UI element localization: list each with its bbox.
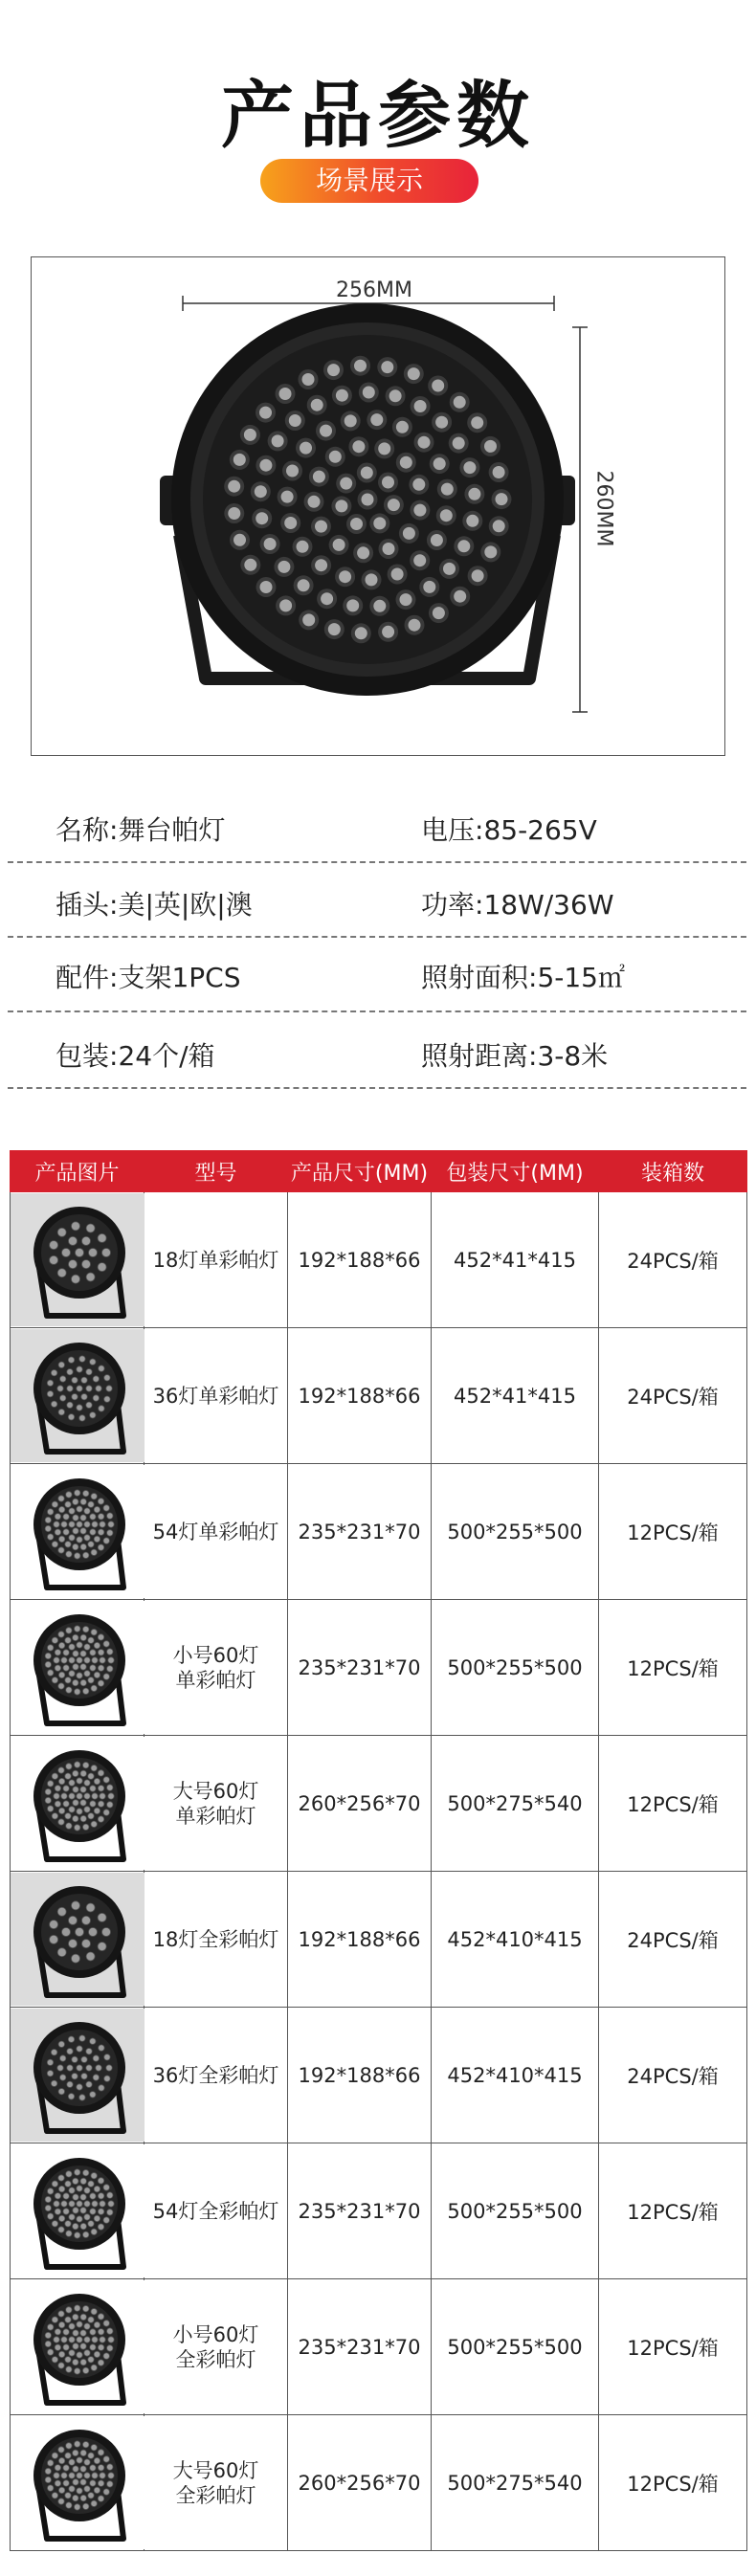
- model-text: 全彩帕灯: [175, 2483, 256, 2507]
- model-cell: [145, 2143, 288, 2279]
- table-row: [11, 2008, 747, 2143]
- package-size-cell: 500*255*500: [432, 1464, 599, 1600]
- table-header-row: [11, 1151, 747, 1192]
- spec-value: 舞台帕灯: [118, 814, 226, 846]
- par-light-thumbnail: [11, 1193, 145, 1326]
- product-image-cell: [11, 2143, 145, 2279]
- spec-label: 包装:: [56, 1040, 119, 1072]
- product-size-cell: 192*188*66: [288, 1328, 432, 1464]
- model-cell: [145, 1872, 288, 2008]
- page-title: 产品参数: [221, 73, 535, 158]
- product-image-cell: [11, 1464, 145, 1600]
- column-header: 产品尺寸(MM): [288, 1151, 432, 1192]
- spec-label: 照射距离:: [421, 1040, 538, 1072]
- table-row: [11, 2415, 747, 2551]
- par-light-thumbnail: [11, 1601, 145, 1734]
- product-size-cell: 260*256*70: [288, 2415, 432, 2551]
- model-text: 小号60灯: [172, 1643, 259, 1667]
- table-row: [11, 2279, 747, 2415]
- column-header: 装箱数: [599, 1151, 747, 1192]
- product-image-cell: [11, 1872, 145, 2008]
- height-label: 260MM: [591, 470, 616, 547]
- table-row: [11, 1872, 747, 2008]
- table-row: [11, 1328, 747, 1464]
- spec-value: 24个/箱: [118, 1040, 215, 1072]
- par-light-drawing: [32, 257, 726, 757]
- product-image-cell: [11, 2415, 145, 2551]
- model-cell: [145, 1600, 288, 1736]
- product-dimension-diagram: [31, 256, 725, 756]
- table-row: [11, 1192, 747, 1328]
- model-text: 大号60灯: [172, 2458, 259, 2482]
- column-header: 型号: [145, 1151, 288, 1192]
- par-light-thumbnail: [11, 2416, 145, 2549]
- model-text: 单彩帕灯: [175, 1668, 256, 1692]
- quantity-cell: 12PCS/箱: [599, 2415, 747, 2551]
- spec-value: 5-15㎡: [537, 962, 625, 993]
- table-row: [11, 2143, 747, 2279]
- divider: [8, 1087, 746, 1089]
- quantity-cell: 12PCS/箱: [599, 2143, 747, 2279]
- spec-row: [0, 1010, 756, 1087]
- product-size-cell: 192*188*66: [288, 2008, 432, 2143]
- quantity-cell: 24PCS/箱: [599, 1192, 747, 1328]
- model-cell: [145, 1464, 288, 1600]
- product-size-cell: 235*231*70: [288, 2279, 432, 2415]
- product-image-cell: [11, 1328, 145, 1464]
- model-cell: [145, 2279, 288, 2415]
- package-size-cell: 500*255*500: [432, 2279, 599, 2415]
- package-size-cell: 500*255*500: [432, 1600, 599, 1736]
- spec-label: 配件:: [56, 962, 119, 993]
- model-text: 单彩帕灯: [175, 1804, 256, 1828]
- par-light-thumbnail: [11, 2144, 145, 2277]
- product-table: [10, 1150, 747, 2551]
- package-size-cell: 452*410*415: [432, 2008, 599, 2143]
- model-text: 36灯单彩帕灯: [152, 1384, 279, 1408]
- model-text: 54灯全彩帕灯: [152, 2199, 279, 2223]
- par-light-thumbnail: [11, 2009, 145, 2142]
- spec-row: [0, 861, 756, 938]
- spec-value: 支架1PCS: [118, 962, 241, 993]
- product-size-cell: 192*188*66: [288, 1192, 432, 1328]
- table-row: [11, 1464, 747, 1600]
- quantity-cell: 12PCS/箱: [599, 1600, 747, 1736]
- package-size-cell: 500*275*540: [432, 1736, 599, 1872]
- spec-label: 名称:: [56, 814, 119, 846]
- par-light-thumbnail: [11, 1737, 145, 1870]
- product-image-cell: [11, 1192, 145, 1328]
- model-cell: [145, 2415, 288, 2551]
- product-size-cell: 192*188*66: [288, 1872, 432, 2008]
- table-row: [11, 1600, 747, 1736]
- model-text: 大号60灯: [172, 1779, 259, 1803]
- model-cell: [145, 1736, 288, 1872]
- model-text: 18灯单彩帕灯: [152, 1248, 279, 1272]
- column-header: 包装尺寸(MM): [432, 1151, 599, 1192]
- model-text: 18灯全彩帕灯: [152, 1927, 279, 1951]
- spec-row: [0, 785, 756, 861]
- par-light-thumbnail: [11, 1873, 145, 2006]
- quantity-cell: 12PCS/箱: [599, 2279, 747, 2415]
- spec-value: 美|英|欧|澳: [118, 889, 253, 921]
- product-image-cell: [11, 1600, 145, 1736]
- package-size-cell: 452*41*415: [432, 1192, 599, 1328]
- quantity-cell: 24PCS/箱: [599, 2008, 747, 2143]
- model-text: 全彩帕灯: [175, 2347, 256, 2371]
- product-image-cell: [11, 1736, 145, 1872]
- package-size-cell: 452*410*415: [432, 1872, 599, 2008]
- spec-value: 18W/36W: [483, 889, 614, 921]
- product-size-cell: 260*256*70: [288, 1736, 432, 1872]
- package-size-cell: 452*41*415: [432, 1328, 599, 1464]
- column-header: 产品图片: [11, 1151, 145, 1192]
- quantity-cell: 24PCS/箱: [599, 1328, 747, 1464]
- product-size-cell: 235*231*70: [288, 2143, 432, 2279]
- spec-label: 插头:: [56, 889, 119, 921]
- product-image-cell: [11, 2008, 145, 2143]
- par-light-thumbnail: [11, 1329, 145, 1462]
- model-text: 36灯全彩帕灯: [152, 2063, 279, 2087]
- spec-label: 电压:: [421, 814, 484, 846]
- quantity-cell: 12PCS/箱: [599, 1736, 747, 1872]
- product-size-cell: 235*231*70: [288, 1600, 432, 1736]
- model-cell: [145, 1328, 288, 1464]
- spec-value: 85-265V: [483, 814, 597, 846]
- model-text: 小号60灯: [172, 2322, 259, 2346]
- par-light-thumbnail: [11, 1465, 145, 1598]
- package-size-cell: 500*275*540: [432, 2415, 599, 2551]
- spec-label: 功率:: [421, 889, 484, 921]
- spec-value: 3-8米: [537, 1040, 609, 1072]
- table-row: [11, 1736, 747, 1872]
- table-body: [11, 1192, 747, 2551]
- spec-row: [0, 936, 756, 1012]
- product-size-cell: 235*231*70: [288, 1464, 432, 1600]
- section-badge: 场景展示: [260, 159, 478, 203]
- product-image-cell: [11, 2279, 145, 2415]
- quantity-cell: 24PCS/箱: [599, 1872, 747, 2008]
- width-label: 256MM: [336, 278, 412, 302]
- model-cell: [145, 1192, 288, 1328]
- spec-label: 照射面积:: [421, 962, 538, 993]
- model-cell: [145, 2008, 288, 2143]
- quantity-cell: 12PCS/箱: [599, 1464, 747, 1600]
- package-size-cell: 500*255*500: [432, 2143, 599, 2279]
- model-text: 54灯单彩帕灯: [152, 1520, 279, 1543]
- par-light-thumbnail: [11, 2280, 145, 2413]
